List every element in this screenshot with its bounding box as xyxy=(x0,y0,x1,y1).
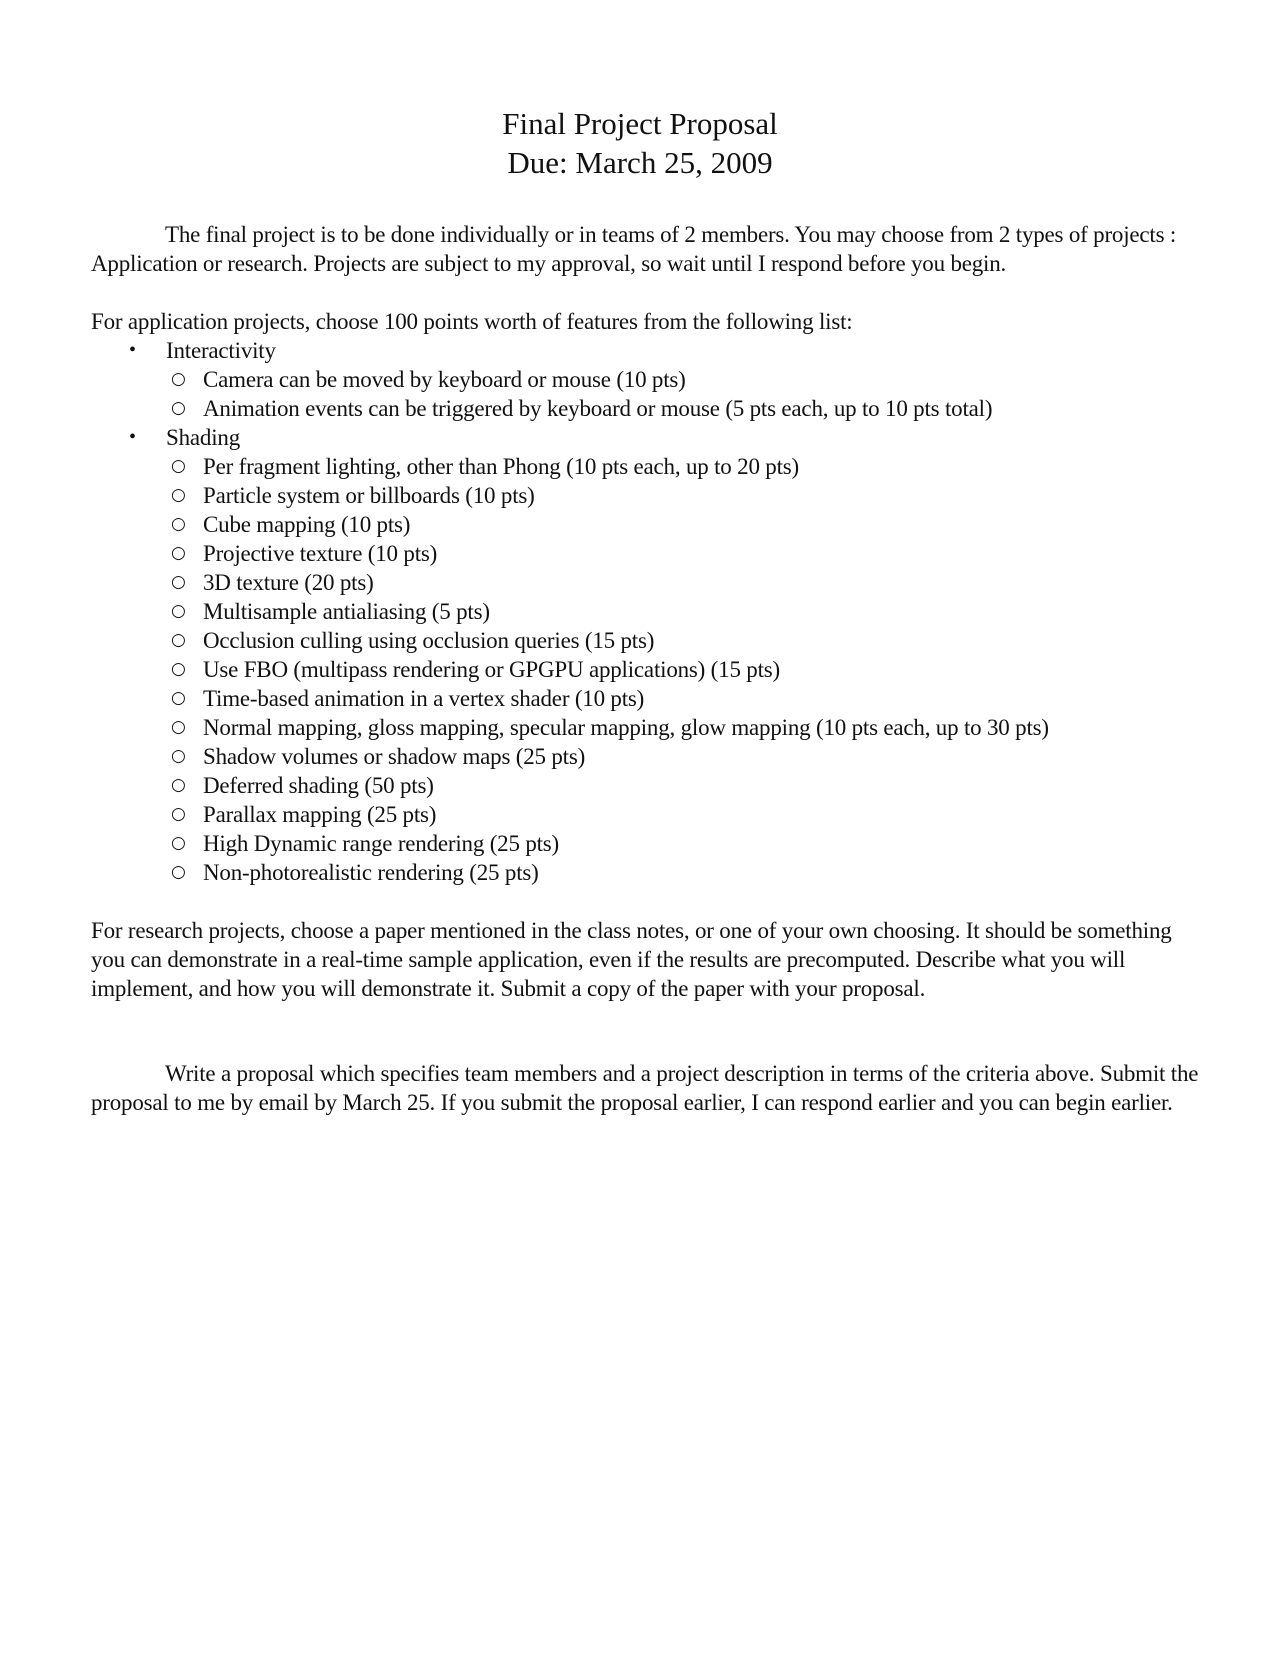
sub-bullet-icon: ○ xyxy=(171,804,186,824)
sub-bullet-icon: ○ xyxy=(171,862,186,882)
list-item-text: Shadow volumes or shadow maps (25 pts) xyxy=(203,744,586,769)
list-item xyxy=(166,858,1201,887)
interactivity-items xyxy=(166,365,1201,423)
document-title: Final Project Proposal xyxy=(502,106,778,141)
sub-bullet-icon: ○ xyxy=(171,688,186,708)
list-item xyxy=(166,568,1201,597)
list-item-text: Occlusion culling using occlusion queries (15 pts) xyxy=(203,628,655,653)
sub-bullet-icon: ○ xyxy=(171,775,186,795)
sub-bullet-icon: ○ xyxy=(171,543,186,563)
list-item-text: Parallax mapping (25 pts) xyxy=(203,802,437,827)
list-item xyxy=(166,684,1201,713)
list-item-text: Non-photorealistic rendering (25 pts) xyxy=(203,860,539,885)
sub-bullet-icon: ○ xyxy=(171,572,186,592)
list-item xyxy=(166,829,1201,858)
list-item-text: Use FBO (multipass rendering or GPGPU applications) (15 pts) xyxy=(203,657,780,682)
research-paragraph: For research projects, choose a paper mentioned in the class notes, or one of your own choosing. It should be something you can demonstrate in a real-time sample application, even if the results are precomputed. Describe what you will implement, and how you will demonstrate it. Submit a copy of the paper with your proposal. xyxy=(91,918,1172,1001)
list-item xyxy=(166,510,1201,539)
list-item xyxy=(166,771,1201,800)
sub-bullet-icon: ○ xyxy=(171,746,186,766)
list-item-text: Per fragment lighting, other than Phong (10 pts each, up to 20 pts) xyxy=(203,454,799,479)
list-item xyxy=(166,394,1201,423)
sub-bullet-icon: ○ xyxy=(171,659,186,679)
sub-bullet-icon: ○ xyxy=(171,833,186,853)
document-body xyxy=(91,220,1201,1117)
list-item-text: Animation events can be triggered by keyboard or mouse (5 pts each, up to 10 pts total) xyxy=(203,396,993,421)
category-shading xyxy=(91,423,1201,887)
list-item-text: Multisample antialiasing (5 pts) xyxy=(203,599,490,624)
category-interactivity xyxy=(91,336,1201,423)
list-item xyxy=(166,452,1201,481)
list-item-text: Cube mapping (10 pts) xyxy=(203,512,411,537)
list-item xyxy=(166,539,1201,568)
list-item-text: Projective texture (10 pts) xyxy=(203,541,438,566)
list-item xyxy=(166,365,1201,394)
sub-bullet-icon: ○ xyxy=(171,398,186,418)
list-item xyxy=(166,713,1201,742)
list-item-text: Particle system or billboards (10 pts) xyxy=(203,483,535,508)
sub-bullet-icon: ○ xyxy=(171,514,186,534)
sub-bullet-icon: ○ xyxy=(171,456,186,476)
feature-list xyxy=(91,336,1201,887)
list-item xyxy=(166,800,1201,829)
sub-bullet-icon: ○ xyxy=(171,601,186,621)
list-item xyxy=(166,742,1201,771)
shading-items xyxy=(166,452,1201,887)
list-item-text: Normal mapping, gloss mapping, specular mapping, glow mapping (10 pts each, up to 30 pts) xyxy=(203,715,1049,740)
list-item xyxy=(166,597,1201,626)
sub-bullet-icon: ○ xyxy=(171,630,186,650)
sub-bullet-icon: ○ xyxy=(171,369,186,389)
intro-paragraph: The final project is to be done individually or in teams of 2 members. You may choose from 2 types of projects : Application or research. Projects are subject to my approval, so wait until I respond before you begin. xyxy=(91,222,1177,276)
list-item xyxy=(166,481,1201,510)
sub-bullet-icon: ○ xyxy=(171,485,186,505)
list-item-text: Time-based animation in a vertex shader (10 pts) xyxy=(203,686,645,711)
list-item xyxy=(166,626,1201,655)
due-date: Due: March 25, 2009 xyxy=(507,145,773,180)
closing-paragraph: Write a proposal which specifies team members and a project description in terms of the criteria above. Submit the proposal to me by email by March 25. If you submit the proposal earlier, I can respond earlier and you can begin earlier. xyxy=(91,1061,1199,1115)
sub-bullet-icon: ○ xyxy=(171,717,186,737)
list-item xyxy=(166,655,1201,684)
bullet-icon: • xyxy=(129,426,136,448)
title-block xyxy=(0,104,1280,182)
list-item-text: High Dynamic range rendering (25 pts) xyxy=(203,831,560,856)
application-intro: For application projects, choose 100 points worth of features from the following list: xyxy=(91,309,853,334)
category-label: Shading xyxy=(166,425,240,450)
category-label: Interactivity xyxy=(166,338,276,363)
list-item-text: Deferred shading (50 pts) xyxy=(203,773,434,798)
list-item-text: 3D texture (20 pts) xyxy=(203,570,374,595)
list-item-text: Camera can be moved by keyboard or mouse (10 pts) xyxy=(203,367,686,392)
bullet-icon: • xyxy=(129,339,136,361)
